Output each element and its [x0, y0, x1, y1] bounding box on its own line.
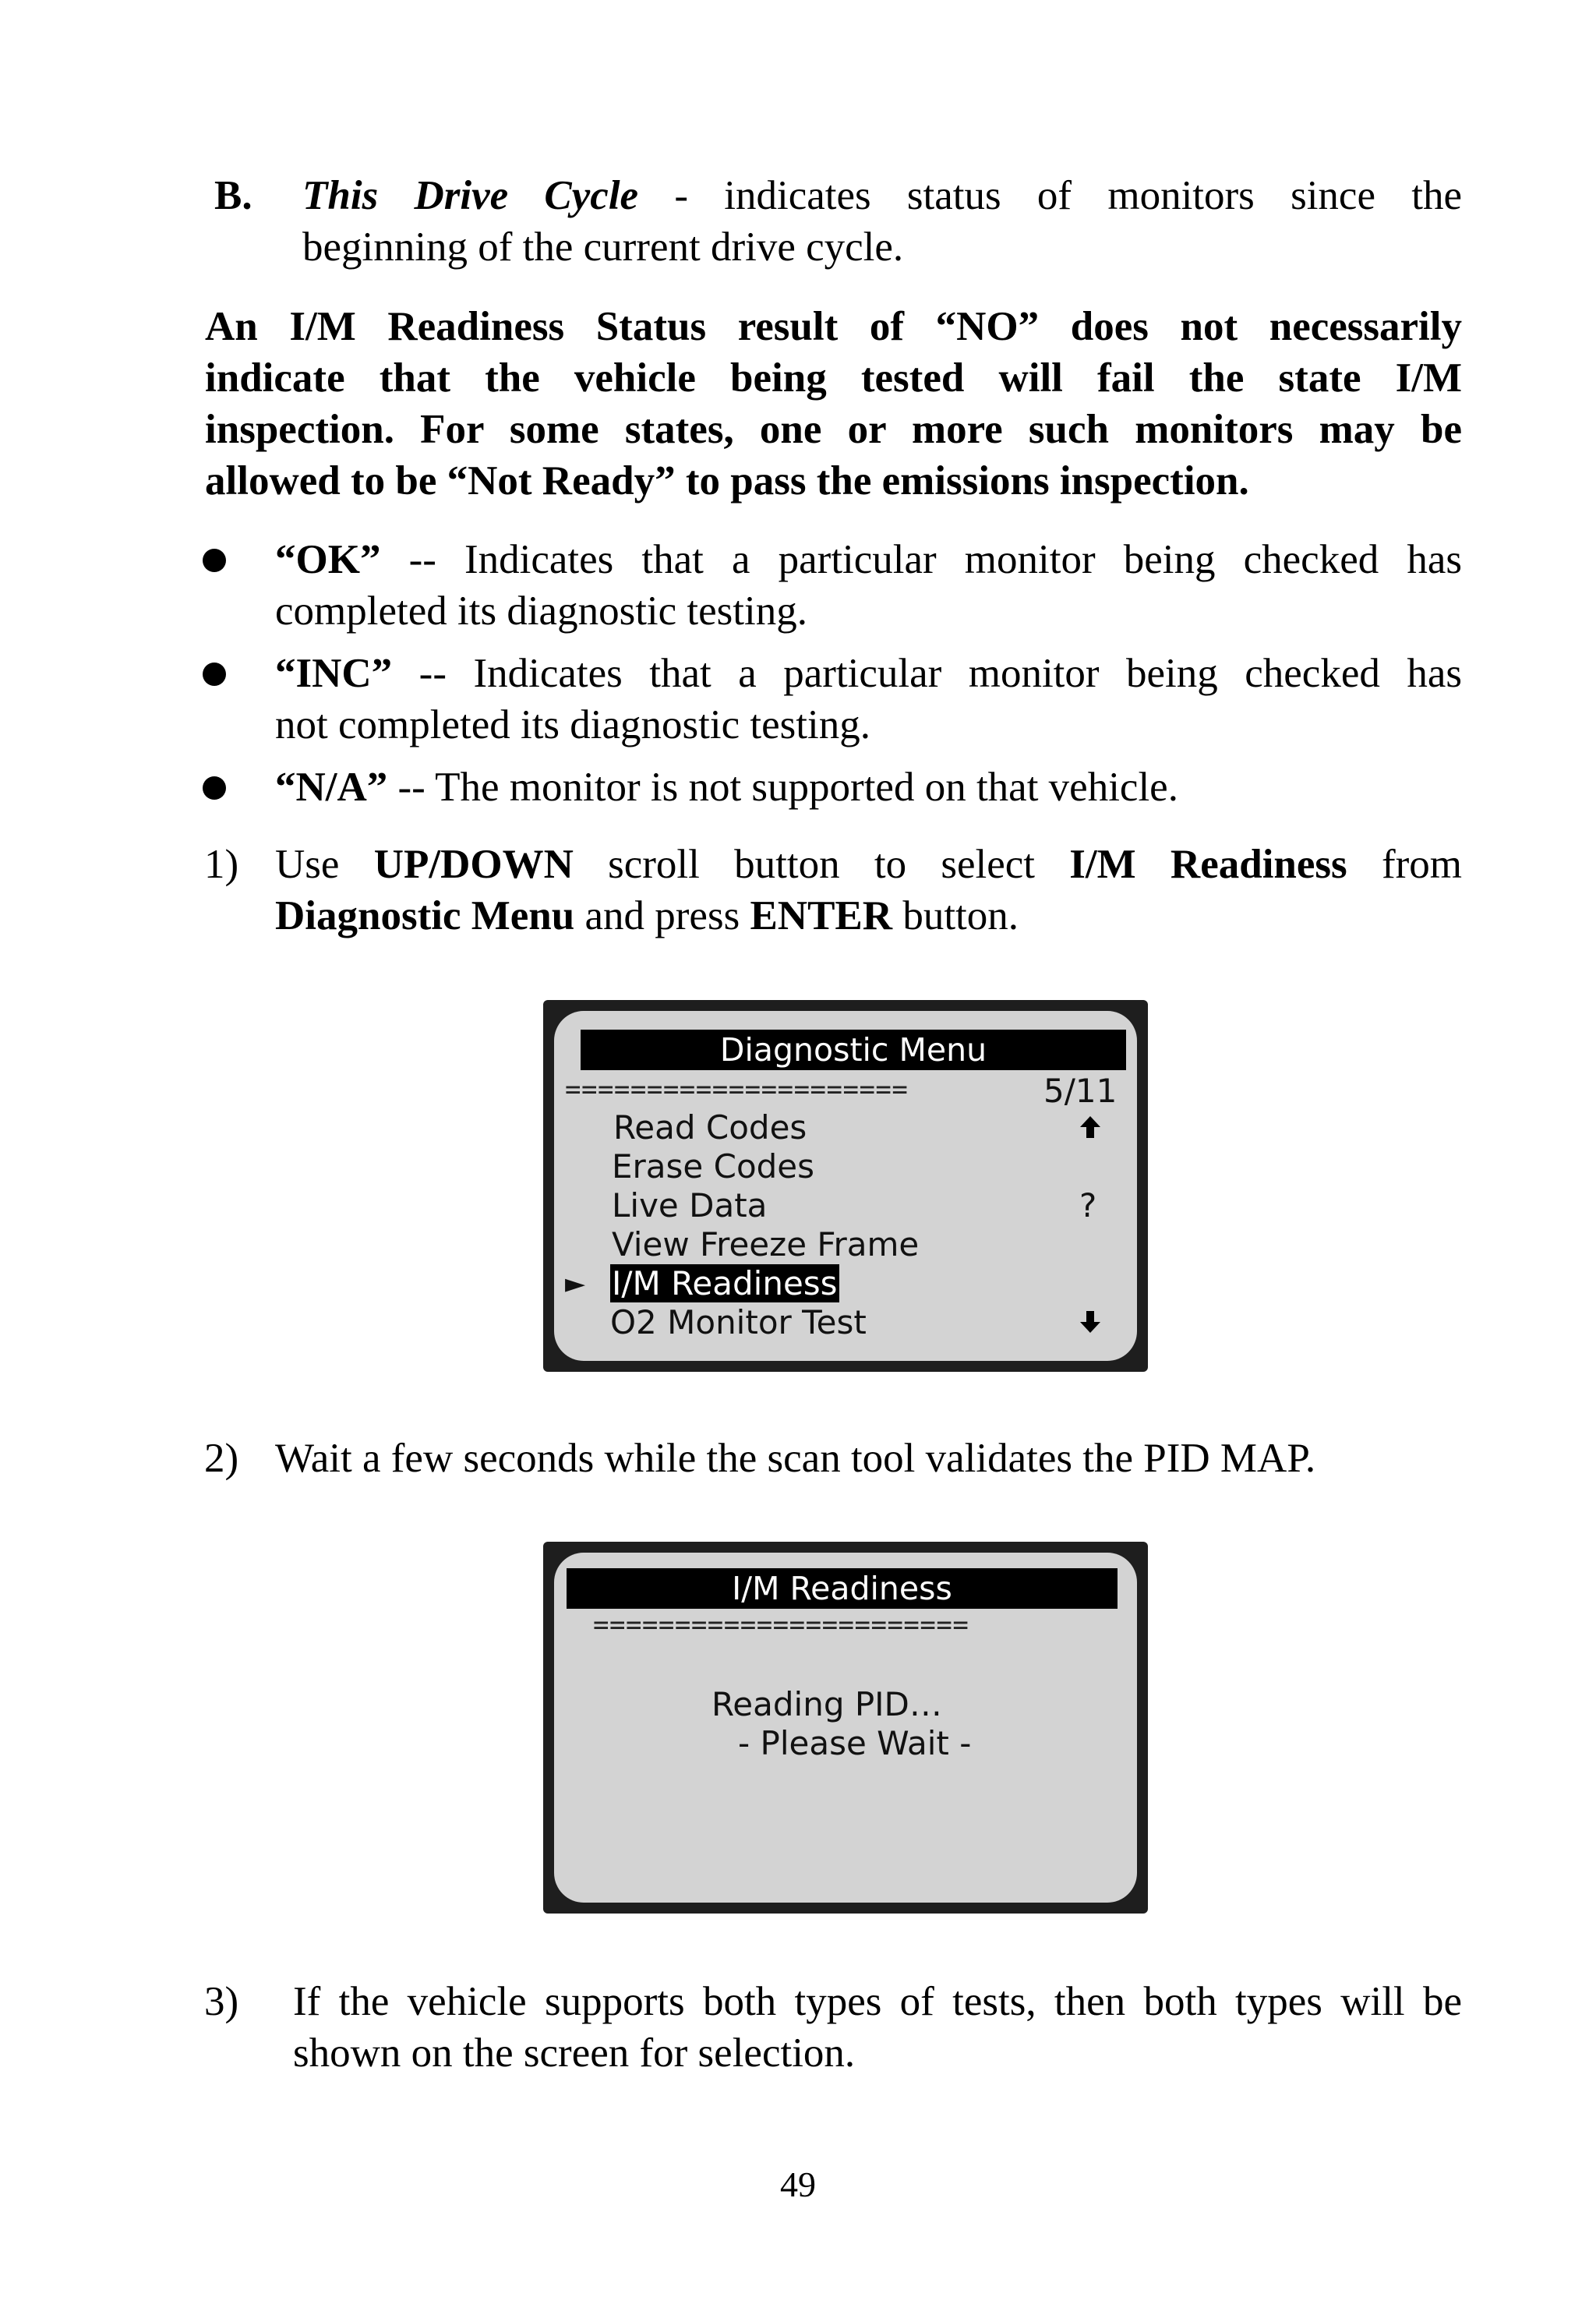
menu-item[interactable]: Read Codes: [613, 1108, 807, 1147]
lcd-display: [554, 1011, 1137, 1361]
readiness-note: [205, 301, 1462, 507]
status-line: - Please Wait -: [738, 1724, 972, 1762]
bullet-inc: [275, 648, 1462, 751]
bullet-desc: -- Indicates that a particular monitor being checked has: [392, 651, 1462, 696]
lcd-screen-im-readiness: [543, 1542, 1148, 1914]
step1-bold: I/M Readiness: [1069, 842, 1347, 887]
step1-bold: Diagnostic Menu: [275, 893, 575, 938]
selection-marker-icon: ►: [565, 1268, 586, 1299]
section-b-line2: beginning of the current drive cycle.: [302, 224, 904, 270]
bullet-term: “OK”: [275, 537, 381, 582]
step1-bold: UP/DOWN: [373, 842, 574, 887]
step1-part: scroll button to select: [573, 842, 1070, 887]
status-line: Reading PID…: [711, 1685, 942, 1723]
step3-line: If the vehicle supports both types of tests, then both types will be: [293, 1979, 1462, 2024]
lcd-display: [554, 1553, 1137, 1903]
note-line: indicate that the vehicle being tested will fail the state I/M: [205, 355, 1462, 401]
separator: =======================: [593, 1610, 969, 1641]
bullet-na: [275, 762, 1462, 813]
menu-item-selected[interactable]: [610, 1264, 839, 1303]
step1-text: [275, 839, 1462, 942]
note-line: allowed to be “Not Ready” to pass the emissions inspection.: [205, 458, 1249, 504]
bullet-icon: [203, 549, 226, 572]
section-b-line1: [302, 170, 1462, 221]
step3-line: shown on the screen for selection.: [293, 2030, 856, 2076]
step1-part: from: [1347, 842, 1462, 887]
page-number: 49: [780, 2164, 816, 2204]
bullet-ok: [275, 534, 1462, 637]
bullet-term: “INC”: [275, 651, 393, 696]
step-number: 1): [204, 842, 239, 887]
down-arrow-icon[interactable]: [1079, 1309, 1102, 1334]
section-b-text: [302, 170, 1462, 273]
step1-part: button.: [892, 893, 1019, 938]
help-icon: ?: [1079, 1186, 1097, 1224]
selected-label: I/M Readiness: [612, 1264, 838, 1302]
menu-item[interactable]: Erase Codes: [612, 1147, 815, 1186]
menu-item[interactable]: View Freeze Frame: [612, 1225, 920, 1263]
menu-item[interactable]: O2 Monitor Test: [610, 1303, 867, 1341]
screen-title: Diagnostic Menu: [581, 1030, 1126, 1070]
note-line: inspection. For some states, one or more such monitors may be: [205, 407, 1462, 452]
bullet-icon: [203, 776, 226, 800]
section-b-label: B.: [214, 173, 252, 218]
separator: =====================: [565, 1074, 909, 1105]
step3-text: [293, 1976, 1462, 2079]
section-b-desc: - indicates status of monitors since the: [638, 173, 1462, 218]
note-line: An I/M Readiness Status result of “NO” does not necessarily: [205, 304, 1462, 349]
bullet-desc-cont: completed its diagnostic testing.: [275, 588, 807, 634]
page-indicator: 5/11: [1043, 1072, 1118, 1110]
bullet-desc-cont: not completed its diagnostic testing.: [275, 702, 870, 747]
up-arrow-icon[interactable]: [1079, 1115, 1102, 1140]
menu-item[interactable]: Live Data: [612, 1186, 768, 1224]
step-number: 2): [204, 1436, 239, 1481]
bullet-term: “N/A”: [275, 765, 388, 810]
bullet-desc: -- The monitor is not supported on that vehicle.: [387, 765, 1178, 810]
bullet-desc: -- Indicates that a particular monitor being checked has: [380, 537, 1462, 582]
step2-text: Wait a few seconds while the scan tool validates the PID MAP.: [275, 1436, 1316, 1481]
step1-bold: ENTER: [750, 893, 893, 938]
screen-title: I/M Readiness: [567, 1568, 1118, 1609]
section-b-title: This Drive Cycle: [302, 173, 639, 218]
lcd-screen-diagnostic-menu: [543, 1000, 1148, 1372]
bullet-icon: [203, 663, 226, 686]
step1-part: and press: [574, 893, 750, 938]
step-number: 3): [204, 1979, 239, 2024]
step1-part: Use: [275, 842, 374, 887]
